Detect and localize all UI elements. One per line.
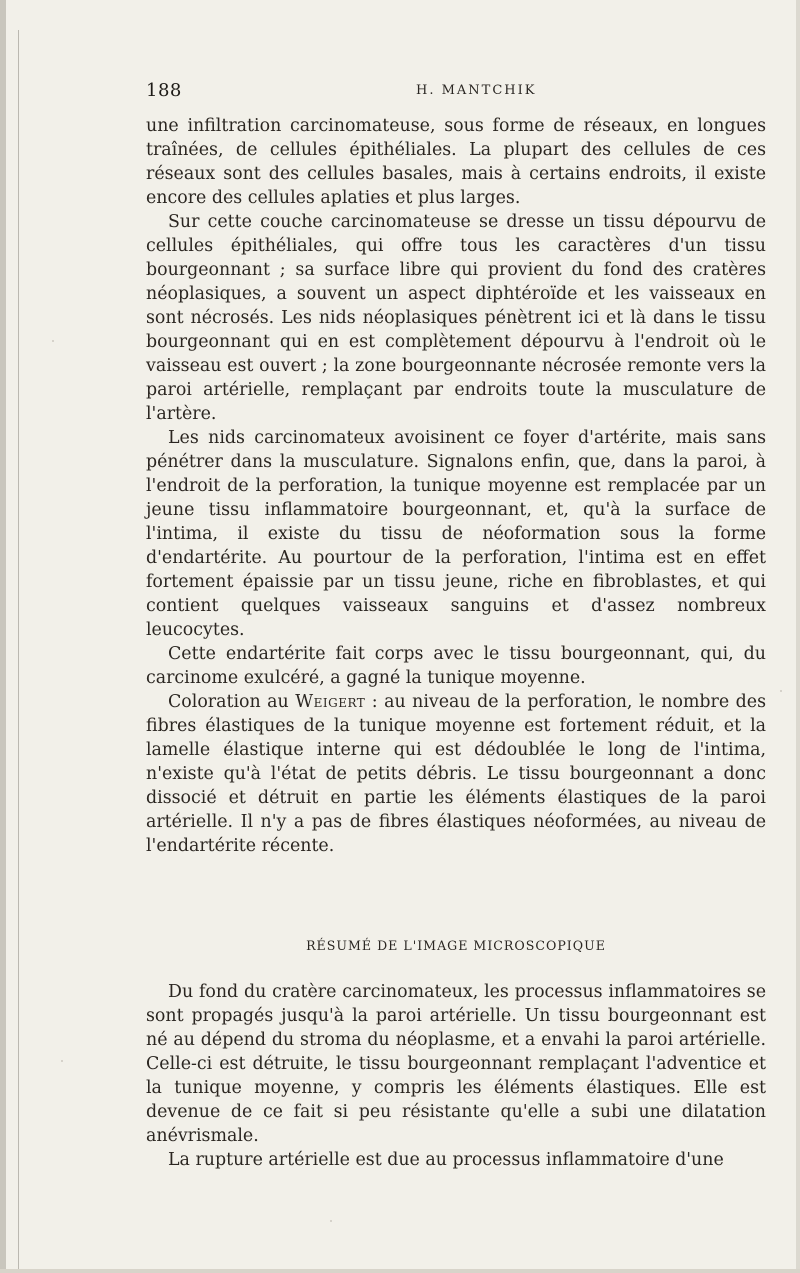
page-header xyxy=(146,80,766,104)
page-right-edge xyxy=(796,0,800,1273)
paragraph-1: une infiltration carcinomateuse, sous forme de réseaux, en longues traînées, de cellules épithéliales. La plupart des cellules de ces réseaux sont des cellules basales, mais à certains endroits, il existe encore des cellules aplaties et plus larges. xyxy=(146,116,766,208)
paragraph-2: Sur cette couche carcinomateuse se dresse un tissu dépourvu de cellules épithéliales, qui offre tous les caractères d'un tissu bourgeonnant ; sa surface libre qui provient du fond des cratères néoplasiques, a souvent un aspect diphtéroïde et les vaisseaux en sont nécrosés. Les nids néoplasiques pénètrent ici et là dans le tissu bourgeonnant qui en est complètement dépourvu à l'endroit où le vaisseau est ouvert ; la zone bourgeonnante nécrosée remonte vers la paroi artérielle, remplaçant par endroits toute la musculature de l'artère. xyxy=(146,212,766,424)
weigert-rest: : au niveau de la perforation, le nombre des fibres élastiques de la tunique moyenne est fortement réduit, et la lamelle élastique interne qui est dédoublée le long de l'intima, n'existe qu'à l'état de petits débris. Le tissu bourgeonnant a donc dissocié et détruit en partie les éléments élastiques de la paroi artérielle. Il n'y a pas de fibres élastiques néoformées, au niveau de l'endartérite récente. xyxy=(146,692,766,856)
weigert-lead: Coloration au xyxy=(168,692,296,712)
section-heading: RÉSUMÉ DE L'IMAGE MICROSCOPIQUE xyxy=(306,938,606,953)
paragraph-weigert xyxy=(146,690,766,858)
page-number: 188 xyxy=(146,80,182,101)
summary-paragraph-2: La rupture artérielle est due au processus inflammatoire d'une xyxy=(168,1150,724,1170)
binding-rule xyxy=(18,30,19,1270)
summary-text xyxy=(146,980,766,1172)
paper-speck xyxy=(61,1060,63,1062)
paragraph-3: Les nids carcinomateux avoisinent ce foyer d'artérite, mais sans pénétrer dans la musculature. Signalons enfin, que, dans la paroi, à l'endroit de la perforation, la tunique moyenne est remplacée par un jeune tissu inflammatoire bourgeonnant, et, qu'à la surface de l'intima, il existe du tissu de néoformation sous la forme d'endartérite. Au pourtour de la perforation, l'intima est en effet fortement épaissie par un tissu jeune, riche en fibroblastes, et qui contient quelques vaisseaux sanguins et d'assez nombreux leucocytes. xyxy=(146,428,766,640)
weigert-name: Weigert xyxy=(295,692,366,712)
paper-speck xyxy=(330,1220,332,1222)
page-left-edge xyxy=(0,0,6,1273)
summary-paragraph-1: Du fond du cratère carcinomateux, les processus inflammatoires se sont propagés jusqu'à la paroi artérielle. Un tissu bourgeonnant est né au dépend du stroma du néoplasme, et a envahi la paroi artérielle. Celle-ci est détruite, le tissu bourgeonnant remplaçant l'adventice et la tunique moyenne, y compris les éléments élastiques. Elle est devenue de ce fait si peu résistante qu'elle a subi une dilatation anévrismale. xyxy=(146,982,766,1146)
paper-speck xyxy=(780,690,782,692)
paper-speck xyxy=(52,340,54,342)
paragraph-4: Cette endartérite fait corps avec le tissu bourgeonnant, qui, du carcinome exulcéré, a gagné la tunique moyenne. xyxy=(146,644,766,688)
body-text xyxy=(146,114,766,858)
running-head: H. MANTCHIK xyxy=(416,83,537,98)
page-bottom-edge xyxy=(0,1269,800,1273)
